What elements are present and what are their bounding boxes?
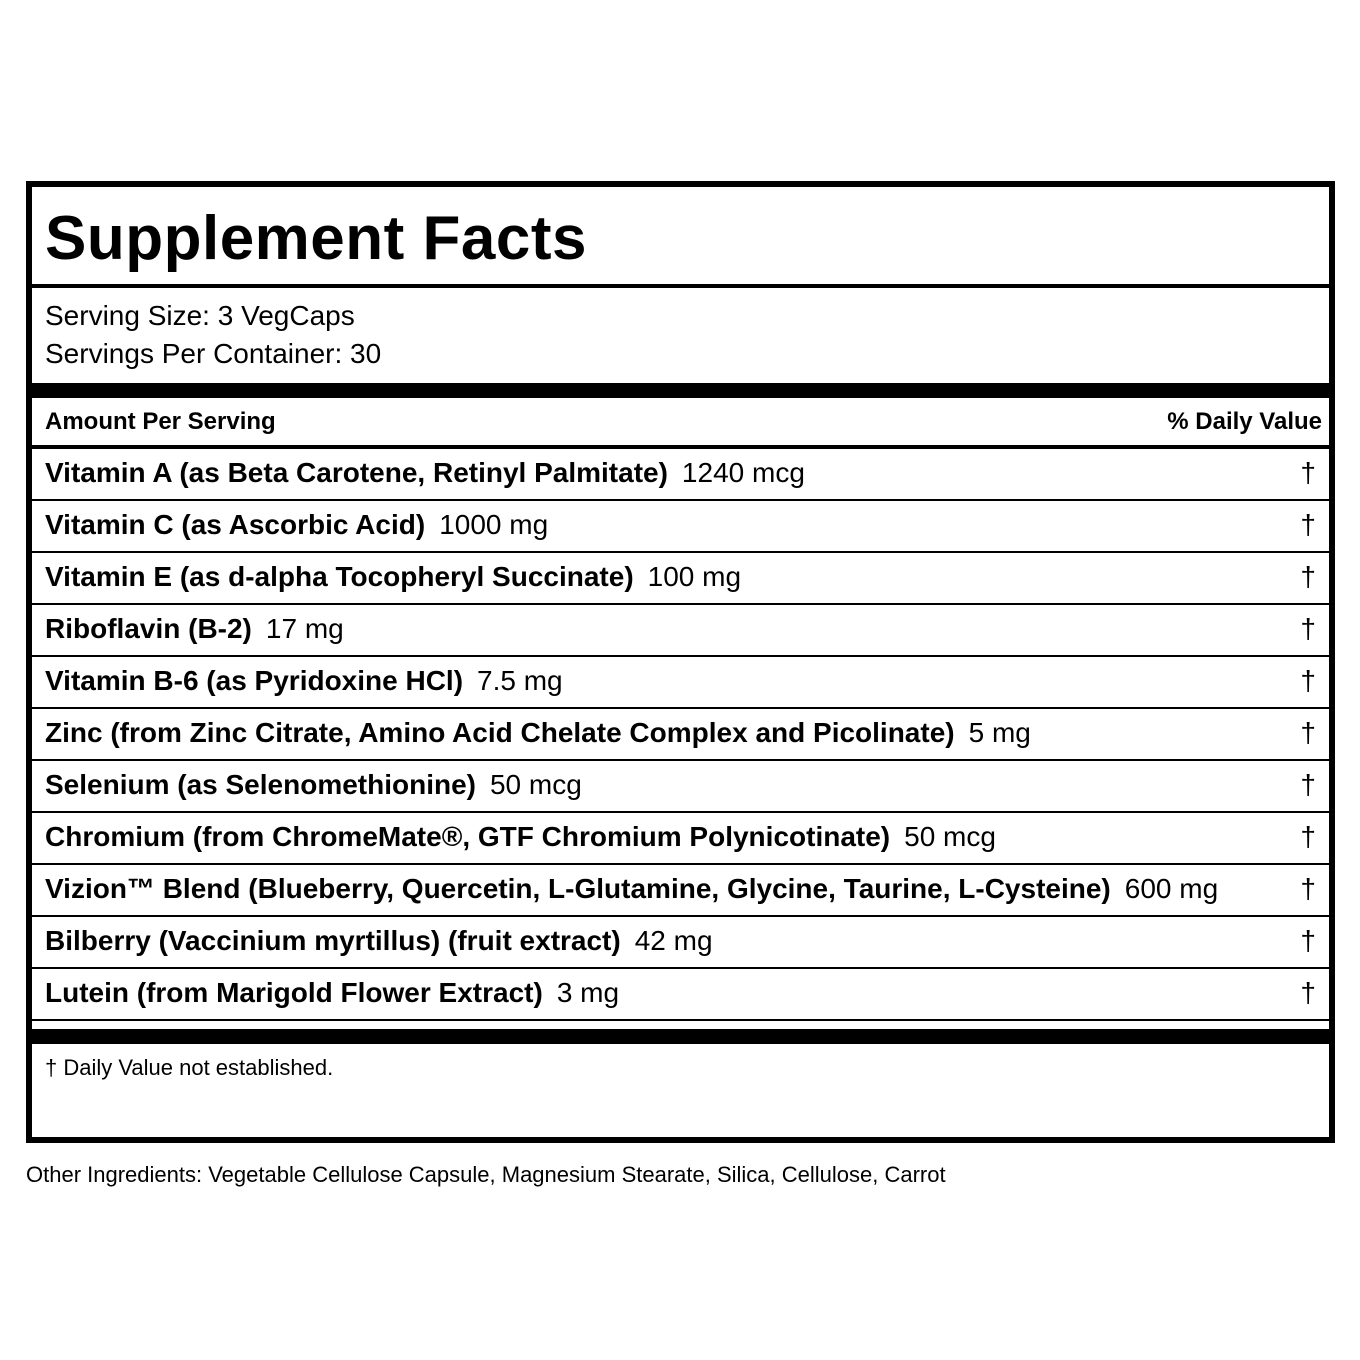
ingredient-text xyxy=(45,925,713,957)
ingredient-amount: 42 mg xyxy=(634,925,713,956)
ingredient-list xyxy=(32,449,1329,1021)
daily-value-mark: † xyxy=(1300,665,1316,696)
serving-size: Serving Size: 3 VegCaps xyxy=(45,300,355,331)
ingredient-text xyxy=(45,977,619,1009)
ingredient-text xyxy=(45,509,548,541)
servings-per-container: Servings Per Container: 30 xyxy=(45,338,382,369)
thick-divider-bottom xyxy=(32,1029,1329,1044)
ingredient-amount: 50 mcg xyxy=(489,769,582,800)
ingredient-text xyxy=(45,821,996,853)
ingredient-amount: 7.5 mg xyxy=(477,665,563,696)
ingredient-name: Lutein (from Marigold Flower Extract) xyxy=(45,977,543,1008)
amount-per-serving-header: Amount Per Serving xyxy=(45,408,276,435)
ingredient-row xyxy=(32,761,1329,813)
ingredient-name: Selenium (as Selenomethionine) xyxy=(45,769,476,800)
panel-title: Supplement Facts xyxy=(45,204,587,273)
daily-value-header: % Daily Value xyxy=(1167,408,1322,435)
ingredient-name: Bilberry (Vaccinium myrtillus) (fruit extract) xyxy=(45,925,621,956)
ingredient-name: Vitamin C (as Ascorbic Acid) xyxy=(45,509,426,540)
ingredient-row xyxy=(32,449,1329,501)
ingredient-text xyxy=(45,457,805,489)
daily-value-footnote: † Daily Value not established. xyxy=(45,1055,334,1080)
ingredient-row xyxy=(32,709,1329,761)
ingredient-amount: 5 mg xyxy=(968,717,1031,748)
daily-value-mark: † xyxy=(1300,457,1316,488)
ingredient-name: Chromium (from ChromeMate®, GTF Chromium Polynicotinate) xyxy=(45,821,891,852)
other-ingredients: Other Ingredients: Vegetable Cellulose Capsule, Magnesium Stearate, Silica, Cellulose, Carrot xyxy=(26,1162,946,1187)
thick-divider-top xyxy=(32,383,1329,398)
ingredient-name: Vitamin E (as d-alpha Tocopheryl Succinate) xyxy=(45,561,634,592)
daily-value-mark: † xyxy=(1300,561,1316,592)
ingredient-name: Vizion™ Blend (Blueberry, Quercetin, L-Glutamine, Glycine, Taurine, L-Cysteine) xyxy=(45,873,1111,904)
title-row xyxy=(32,187,1329,288)
daily-value-mark: † xyxy=(1300,769,1316,800)
ingredient-name: Riboflavin (B-2) xyxy=(45,613,252,644)
ingredient-text xyxy=(45,717,1031,749)
ingredient-row xyxy=(32,865,1329,917)
ingredient-row xyxy=(32,553,1329,605)
ingredient-name: Vitamin A (as Beta Carotene, Retinyl Palmitate) xyxy=(45,457,668,488)
ingredient-amount: 600 mg xyxy=(1124,873,1219,904)
ingredient-amount: 1240 mcg xyxy=(681,457,805,488)
daily-value-mark: † xyxy=(1300,821,1316,852)
ingredient-amount: 17 mg xyxy=(265,613,344,644)
ingredient-amount: 1000 mg xyxy=(439,509,549,540)
supplement-facts-panel xyxy=(26,181,1335,1143)
serving-info xyxy=(32,288,1329,383)
ingredient-row xyxy=(32,605,1329,657)
ingredient-row xyxy=(32,813,1329,865)
ingredient-name: Zinc (from Zinc Citrate, Amino Acid Chelate Complex and Picolinate) xyxy=(45,717,955,748)
daily-value-mark: † xyxy=(1300,509,1316,540)
ingredient-row xyxy=(32,917,1329,969)
daily-value-mark: † xyxy=(1300,925,1316,956)
ingredient-amount: 3 mg xyxy=(556,977,620,1008)
ingredient-row xyxy=(32,657,1329,709)
column-header-row xyxy=(32,398,1329,449)
ingredient-text xyxy=(45,873,1218,905)
ingredient-text xyxy=(45,665,563,697)
daily-value-mark: † xyxy=(1300,717,1316,748)
ingredient-row xyxy=(32,501,1329,553)
ingredient-row xyxy=(32,969,1329,1021)
ingredient-amount: 100 mg xyxy=(647,561,742,592)
ingredient-text xyxy=(45,769,582,801)
daily-value-mark: † xyxy=(1300,613,1316,644)
ingredient-text xyxy=(45,613,344,645)
daily-value-mark: † xyxy=(1300,977,1316,1008)
daily-value-mark: † xyxy=(1300,873,1316,904)
ingredient-amount: 50 mcg xyxy=(904,821,996,852)
ingredient-text xyxy=(45,561,741,593)
ingredient-name: Vitamin B-6 (as Pyridoxine HCl) xyxy=(45,665,464,696)
